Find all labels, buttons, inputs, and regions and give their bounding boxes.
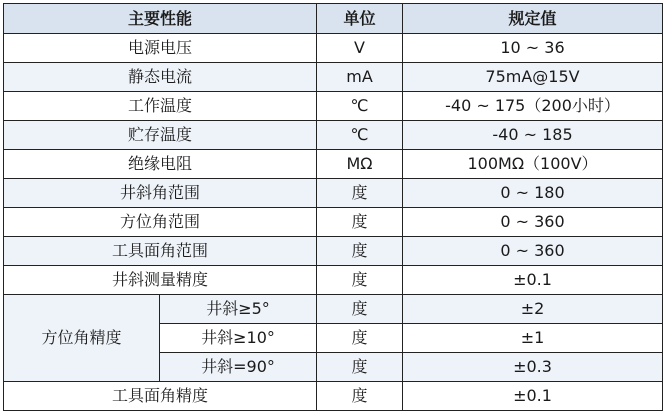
param-cell: 工作温度: [4, 92, 317, 121]
param-cell: 绝缘电阻: [4, 150, 317, 179]
spec-cell: -40 ~ 185: [403, 121, 663, 150]
condition-cell: 井斜≥10°: [160, 324, 317, 353]
spec-cell: 100MΩ（100V）: [403, 150, 663, 179]
unit-cell: ℃: [317, 121, 403, 150]
spec-cell: ±0.1: [403, 382, 663, 411]
table-row: [4, 63, 663, 92]
unit-cell: V: [317, 34, 403, 63]
param-cell: 电源电压: [4, 34, 317, 63]
unit-cell: 度: [317, 266, 403, 295]
param-cell: 方位角范围: [4, 208, 317, 237]
header-unit: 单位: [317, 4, 403, 34]
azimuth-accuracy-param-cell: 方位角精度: [4, 295, 160, 382]
unit-cell: 度: [317, 324, 403, 353]
param-cell: 工具面角范围: [4, 237, 317, 266]
unit-cell: 度: [317, 295, 403, 324]
condition-cell: 井斜≥5°: [160, 295, 317, 324]
spec-cell: 75mA@15V: [403, 63, 663, 92]
spec-cell: 10 ~ 36: [403, 34, 663, 63]
unit-cell: 度: [317, 353, 403, 382]
table-row: [4, 266, 663, 295]
spec-cell: 0 ~ 180: [403, 179, 663, 208]
spec-cell: 0 ~ 360: [403, 237, 663, 266]
unit-cell: 度: [317, 179, 403, 208]
table-row: [4, 295, 663, 324]
table-row: [4, 150, 663, 179]
table-row: [4, 121, 663, 150]
spec-cell: ±2: [403, 295, 663, 324]
table-row: [4, 92, 663, 121]
param-cell: 井斜测量精度: [4, 266, 317, 295]
spec-table: [3, 3, 663, 411]
unit-cell: MΩ: [317, 150, 403, 179]
table-row: [4, 382, 663, 411]
unit-cell: ℃: [317, 92, 403, 121]
param-cell: 井斜角范围: [4, 179, 317, 208]
header-row: [4, 4, 663, 34]
spec-cell: -40 ~ 175（200小时）: [403, 92, 663, 121]
condition-cell: 井斜=90°: [160, 353, 317, 382]
header-spec: 规定值: [403, 4, 663, 34]
param-cell: 静态电流: [4, 63, 317, 92]
table-row: [4, 34, 663, 63]
spec-cell: ±0.3: [403, 353, 663, 382]
spec-cell: ±1: [403, 324, 663, 353]
unit-cell: 度: [317, 382, 403, 411]
unit-cell: mA: [317, 63, 403, 92]
table-row: [4, 208, 663, 237]
spec-table-container: [3, 3, 663, 411]
header-param: 主要性能: [4, 4, 317, 34]
param-cell: 贮存温度: [4, 121, 317, 150]
table-row: [4, 237, 663, 266]
param-cell: 工具面角精度: [4, 382, 317, 411]
unit-cell: 度: [317, 237, 403, 266]
table-row: [4, 179, 663, 208]
spec-cell: 0 ~ 360: [403, 208, 663, 237]
spec-cell: ±0.1: [403, 266, 663, 295]
unit-cell: 度: [317, 208, 403, 237]
